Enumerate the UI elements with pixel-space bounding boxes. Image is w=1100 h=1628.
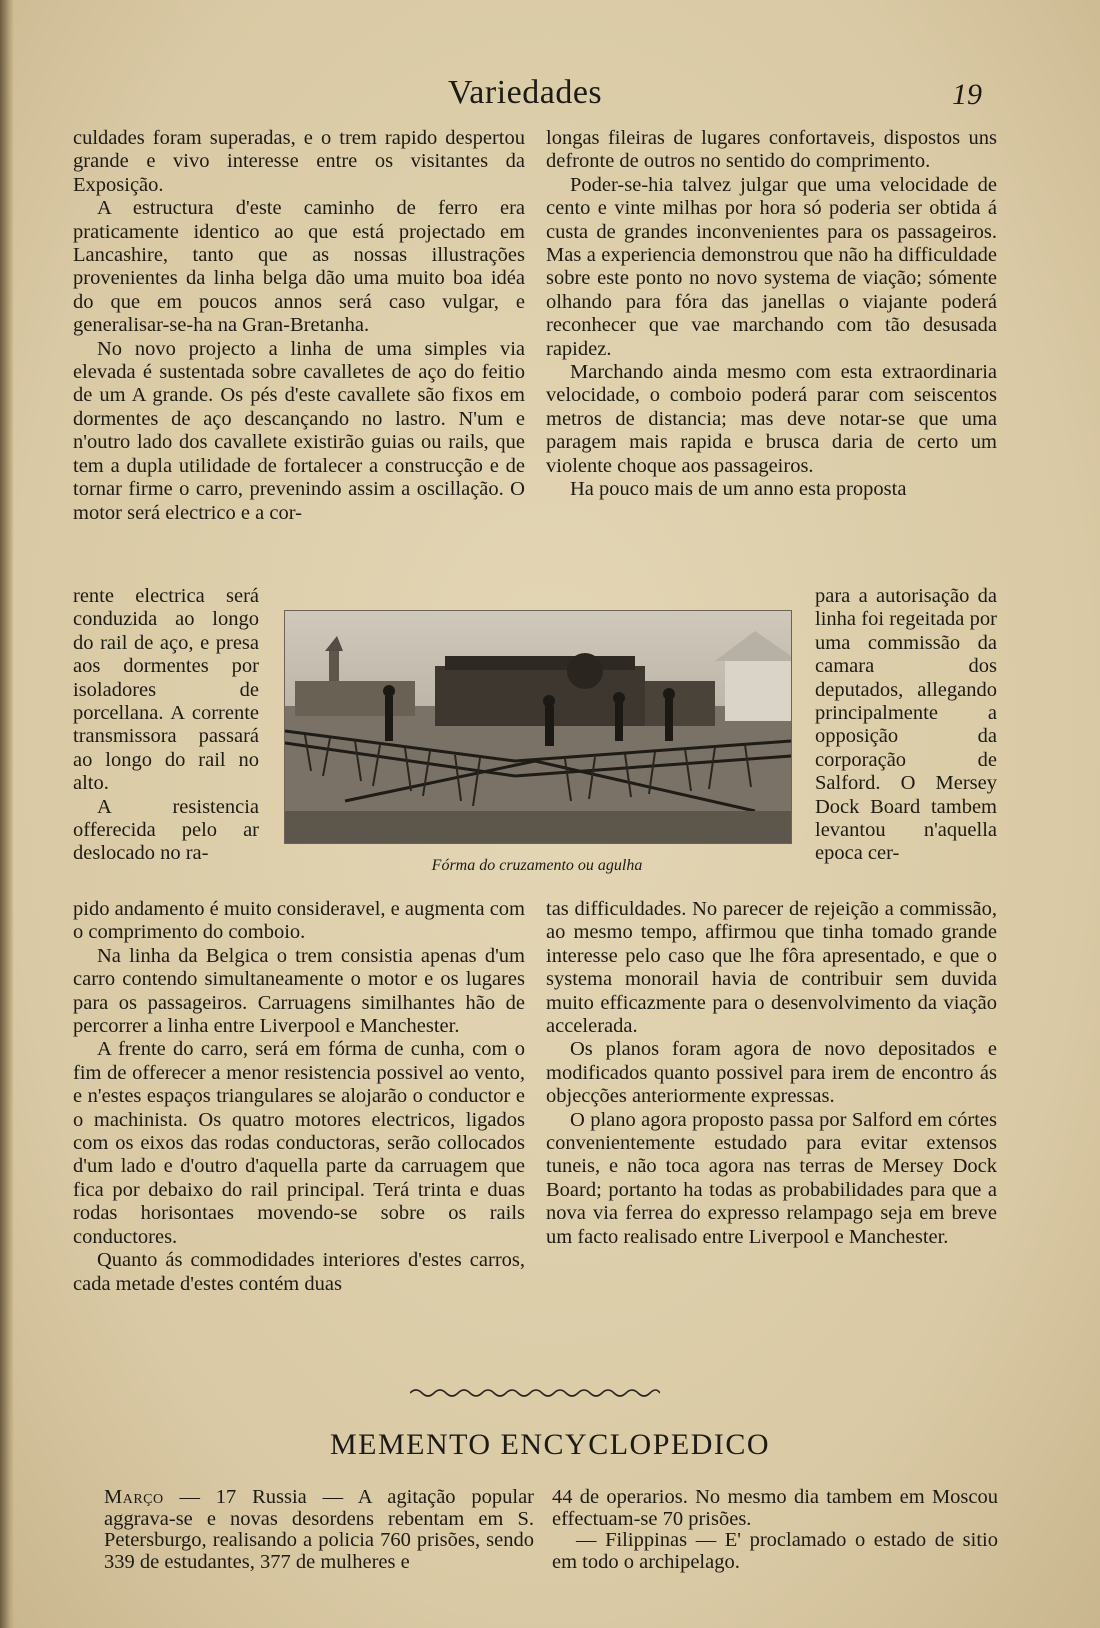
section-title: MEMENTO ENCYCLOPEDICO <box>329 1428 771 1461</box>
right-column-top <box>546 127 997 502</box>
memento-entry <box>104 1487 534 1573</box>
right-column-bottom <box>546 898 997 1249</box>
paragraph: A resistencia offerecida pelo ar deslocado no ra- <box>73 795 259 865</box>
right-column-narrow <box>815 585 997 866</box>
paragraph: para a autorisação da linha foi regeitada por uma commissão da camara dos deputados, allegando principalmente a opposição da corporação de Salford. O Mersey Dock Board tambem levantou n'aquella epoca cer- <box>815 585 997 865</box>
monorail-illustration <box>285 611 791 843</box>
paragraph: pido andamento é muito consideravel, e augmenta com o comprimento do comboio. <box>73 898 525 944</box>
memento-right-column <box>552 1487 998 1573</box>
paragraph: culdades foram superadas, e o trem rapido despertou grande e vivo interesse entre os visitantes da Exposição. <box>73 127 525 196</box>
memento-left-column <box>104 1487 534 1573</box>
page-number: 19 <box>952 78 982 111</box>
paragraph: A frente do carro, será em fórma de cunha, com o fim de offerecer a menor resistencia possivel ao vento, e n'estes espaços triangulares se alojarão o conductor e o machinista. Os quatro motores electricos, ligados com os eixos das rodas conductoras, serão collocados d'um lado e d'outro d'aquella parte da carruagem que fica por debaixo do rail principal. Terá trinta e duas rodas horisontaes movendo-se sobre os rails conductores. <box>73 1038 525 1248</box>
paragraph: Na linha da Belgica o trem consistia apenas d'um carro contendo simultaneamente o motor e os lugares para os passageiros. Carruagens similhantes hão de percorrer a linha entre Liverpool e Manchester. <box>73 944 525 1038</box>
page-spine-shadow <box>0 0 14 1628</box>
paragraph: longas fileiras de lugares confortaveis, dispostos uns defronte de outros no sentido do comprimento. <box>546 127 997 173</box>
paragraph: Marchando ainda mesmo com esta extraordinaria velocidade, o comboio poderá parar com seiscentos metros de distancia; mas deve notar-se que uma paragem mais rapida e brusca daria de certo um violente choque aos passageiros. <box>546 361 997 477</box>
memento-month: Março <box>104 1486 164 1508</box>
memento-entry: — Filippinas — E' proclamado o estado de sitio em todo o archipelago. <box>552 1529 998 1573</box>
running-head <box>0 74 1100 120</box>
left-column-bottom <box>73 898 525 1296</box>
paragraph: Poder-se-hia talvez julgar que uma velocidade de cento e vinte milhas por hora só poderia ser obtida á custa de grandes inconvenientes para os passageiros. Mas a experiencia demonstrou que não ha difficuldade sobre este ponto no novo systema de viação; sómente olhando para fóra das janellas o viajante poderá reconhecer que vae marchando com tão desusada rapidez. <box>546 173 997 360</box>
paragraph: No novo projecto a linha de uma simples via elevada é sustentada sobre cavalletes de aço do feitio de um A grande. Os pés d'este cavallete são fixos em dormentes de aço descançando no lastro. N'um e n'outro lado dos cavallete existirão guias ou rails, que tem a dupla utilidade de fortalecer a construcção e de tornar firme o carro, prevenindo assim a oscillação. O motor será electrico e a cor- <box>73 337 525 524</box>
engraving-monorail-junction <box>284 610 792 844</box>
paragraph: Ha pouco mais de um anno esta proposta <box>570 478 907 501</box>
left-column-top <box>73 127 525 525</box>
paragraph: O plano agora proposto passa por Salford em córtes convenientemente estudado para evitar extensos tuneis, e não toca agora nas terras de Mersey Dock Board; portanto ha todas as probabilidades para que a nova via ferrea do expresso relampago seja em breve um facto realisado entre Liverpool e Manchester. <box>546 1108 997 1248</box>
memento-text: — 17 Russia — A agitação popular aggrava-se e novas desordens rebentam em S. Petersburgo, realisando a policia 760 prisões, sendo 339 de estudantes, 377 de mulheres e <box>104 1486 535 1573</box>
figure-caption: Fórma do cruzamento ou agulha <box>431 857 643 874</box>
left-column-narrow <box>73 585 259 866</box>
running-title: Variedades <box>448 74 603 111</box>
paragraph: Os planos foram agora de novo depositados e modificados quanto possivel para irem de encontro ás objecções anteriormente expressas. <box>546 1038 997 1108</box>
paragraph: A estructura d'este caminho de ferro era praticamente identico ao que está projectado em Lancashire, tanto que as nossas illustrações provenientes da linha belga dão uma muito boa idéa do que em poucos annos será caso vulgar, e generalisar-se-ha na Gran-Bretanha. <box>73 197 525 337</box>
wave-ornament-divider <box>410 1383 660 1403</box>
paragraph: tas difficuldades. No parecer de rejeição a commissão, ao mesmo tempo, affirmou que tinha tomado grande interesse pelo caso que lhe fôra apresentado, e que o systema monorail havia de contribuir sem duvida muito efficazmente para o desenvolvimento da viação accelerada. <box>546 898 997 1038</box>
paragraph: Quanto ás commodidades interiores d'estes carros, cada metade d'estes contém duas <box>73 1249 525 1295</box>
paragraph: rente electrica será conduzida ao longo do rail de aço, e presa aos dormentes por isoladores de porcellana. A corrente transmissora passará ao longo do rail no alto. <box>73 585 259 795</box>
memento-entry: 44 de operarios. No mesmo dia tambem em Moscou effectuam-se 70 prisões. <box>552 1486 998 1530</box>
